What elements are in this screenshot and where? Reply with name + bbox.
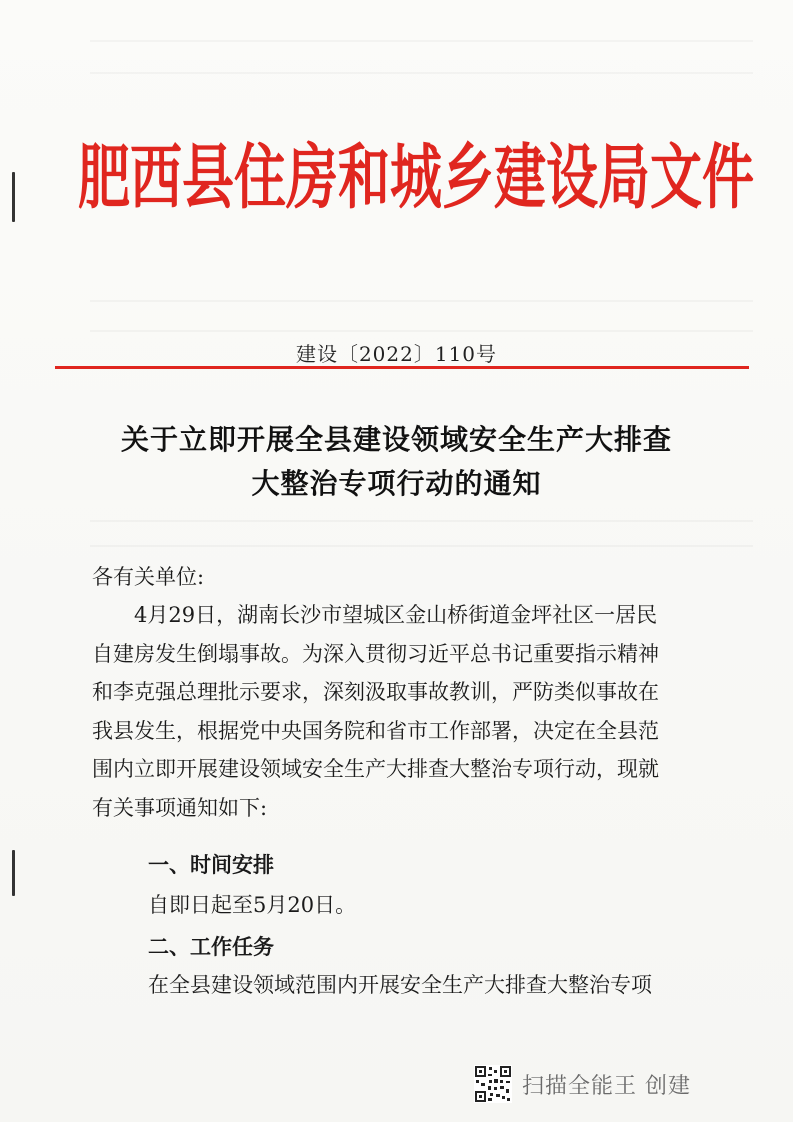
notice-title (0, 418, 793, 506)
red-divider (55, 366, 749, 369)
agency-title: 肥西县住房和城乡建设局文件 (78, 136, 755, 220)
scan-artifact (90, 545, 753, 547)
scan-artifact (90, 520, 753, 522)
scan-artifact (90, 72, 753, 74)
scanner-watermark (474, 1064, 691, 1104)
qr-code-icon (474, 1065, 512, 1103)
scan-artifact (90, 330, 753, 332)
paragraph-line: 有关事项通知如下: (92, 795, 268, 820)
document-number: 建设〔2022〕110号 (295, 342, 498, 366)
section-heading-time: 一、时间安排 (148, 853, 274, 877)
paragraph-line: 和李克强总理批示要求，深刻汲取事故教训，严防类似事故在 (92, 680, 659, 704)
paragraph-line: 围内立即开展建设领域安全生产大排查大整治专项行动，现就 (92, 757, 659, 781)
paragraph-line: 自建房发生倒塌事故。为深入贯彻习近平总书记重要指示精神 (92, 641, 659, 666)
salutation: 各有关单位: (92, 565, 205, 589)
scan-artifact (90, 300, 753, 302)
notice-title-line-1: 关于立即开展全县建设领域安全生产大排查 (120, 423, 672, 456)
scanner-label: 扫描全能王 创建 (522, 1073, 691, 1099)
section-heading-tasks: 二、工作任务 (148, 935, 274, 959)
binder-mark (12, 850, 15, 896)
section-text-time: 自即日起至5月20日。 (148, 893, 357, 917)
binder-mark (12, 172, 15, 222)
notice-title-line-2: 大整治专项行动的通知 (251, 467, 542, 500)
scan-artifact (90, 40, 753, 42)
section-text-tasks: 在全县建设领域范围内开展安全生产大排查大整治专项 (148, 973, 652, 997)
paragraph-line: 4月29日，湖南长沙市望城区金山桥街道金坪社区一居民 (92, 603, 658, 627)
paragraph-line: 我县发生，根据党中央国务院和省市工作部署，决定在全县范 (92, 718, 659, 743)
